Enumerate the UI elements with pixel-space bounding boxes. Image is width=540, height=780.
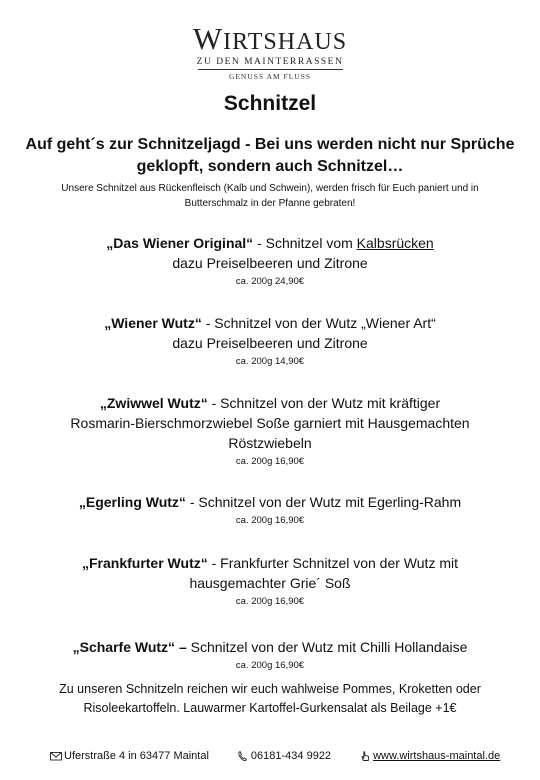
- dish-line: [30, 393, 510, 413]
- side-dish-note: Zu unseren Schnitzeln reichen wir euch wahlweise Pommes, Kroketten oder Risoleekartoffeln. Lauwarmer Kartoffel-Gurkensalat als Beilage +1€: [59, 682, 481, 715]
- menu-item-frankfurter-wutz: [30, 553, 510, 609]
- dish-description-underlined: Kalbsrücken: [356, 235, 434, 251]
- footer-website[interactable]: [359, 750, 500, 762]
- logo-subtitle: ZU DEN MAINTERRASSEN: [196, 57, 344, 67]
- dish-price: ca. 200g 16,90€: [235, 515, 305, 526]
- dish-description-line2: hausgemachter Grie´ Soß: [189, 575, 351, 591]
- pointer-hand-icon: [359, 750, 371, 762]
- dish-description-line2: Rosmarin-Bierschmorzwiebel Soße garniert mit Hausgemachten: [70, 415, 470, 431]
- dish-price: ca. 200g 16,90€: [235, 660, 305, 671]
- menu-item-zwiwwel-wutz: [30, 393, 510, 469]
- dish-description-line2: dazu Preiselbeeren und Zitrone: [172, 335, 368, 351]
- logo-wordmark: [0, 21, 540, 56]
- footer: [50, 750, 510, 762]
- dish-price: ca. 200g 16,90€: [235, 456, 305, 467]
- dish-description: - Schnitzel vom: [253, 235, 357, 251]
- dish-description-line3: Röstzwiebeln: [228, 435, 312, 451]
- dish-name: „Das Wiener Original“: [106, 235, 254, 251]
- logo-tagline: GENUSS AM FLUSS: [228, 72, 312, 81]
- logo: [0, 21, 540, 81]
- phone-icon: [237, 750, 249, 762]
- phone-text: 06181-434 9922: [250, 750, 332, 762]
- intro-headline: Auf geht´s zur Schnitzeljagd - Bei uns werden nicht nur Sprüche geklopft, sondern auch Schnitzel…: [25, 136, 515, 175]
- logo-divider: [198, 69, 343, 70]
- dish-description: - Schnitzel von der Wutz mit Egerling-Rahm: [185, 494, 462, 510]
- dish-name: „Wiener Wutz“: [104, 315, 202, 331]
- dish-line: [30, 233, 510, 253]
- menu-item-wiener-wutz: [30, 313, 510, 369]
- dish-line: [30, 637, 510, 657]
- menu-item-scharfe-wutz: [30, 637, 510, 673]
- logo-rest: IRTSHAUS: [223, 29, 348, 55]
- dish-name: „Frankfurter Wutz“: [81, 555, 208, 571]
- page-title: Schnitzel: [223, 92, 317, 115]
- dish-name: „Zwiwwel Wutz“: [99, 395, 208, 411]
- footer-phone[interactable]: [237, 750, 331, 762]
- footer-address: [50, 750, 209, 762]
- dish-description: Schnitzel von der Wutz mit Chilli Hollandaise: [186, 639, 468, 655]
- dish-line: [30, 553, 510, 573]
- menu-item-wiener-original: [30, 233, 510, 289]
- intro-description: Unsere Schnitzel aus Rückenfleisch (Kalb und Schwein), werden frisch für Euch paniert und in Butterschmalz in der Pfanne gebraten!: [61, 183, 479, 209]
- dish-line: [30, 313, 510, 333]
- website-link[interactable]: www.wirtshaus-maintal.de: [373, 750, 501, 762]
- address-text: Uferstraße 4 in 63477 Maintal: [64, 750, 209, 762]
- dish-line: [30, 492, 510, 512]
- dish-price: ca. 200g 14,90€: [235, 356, 305, 367]
- dish-name: „Egerling Wutz“: [78, 494, 186, 510]
- logo-initial: W: [192, 21, 224, 56]
- envelope-icon: [50, 750, 62, 762]
- dish-description-line2: dazu Preiselbeeren und Zitrone: [172, 255, 368, 271]
- dish-price: ca. 200g 16,90€: [235, 596, 305, 607]
- dish-price: ca. 200g 24,90€: [235, 276, 305, 287]
- dish-name: „Scharfe Wutz“ –: [72, 639, 187, 655]
- dish-description: - Schnitzel von der Wutz „Wiener Art“: [201, 315, 436, 331]
- dish-description: - Frankfurter Schnitzel von der Wutz mit: [207, 555, 458, 571]
- dish-description: - Schnitzel von der Wutz mit kräftiger: [207, 395, 441, 411]
- menu-item-egerling-wutz: [30, 492, 510, 528]
